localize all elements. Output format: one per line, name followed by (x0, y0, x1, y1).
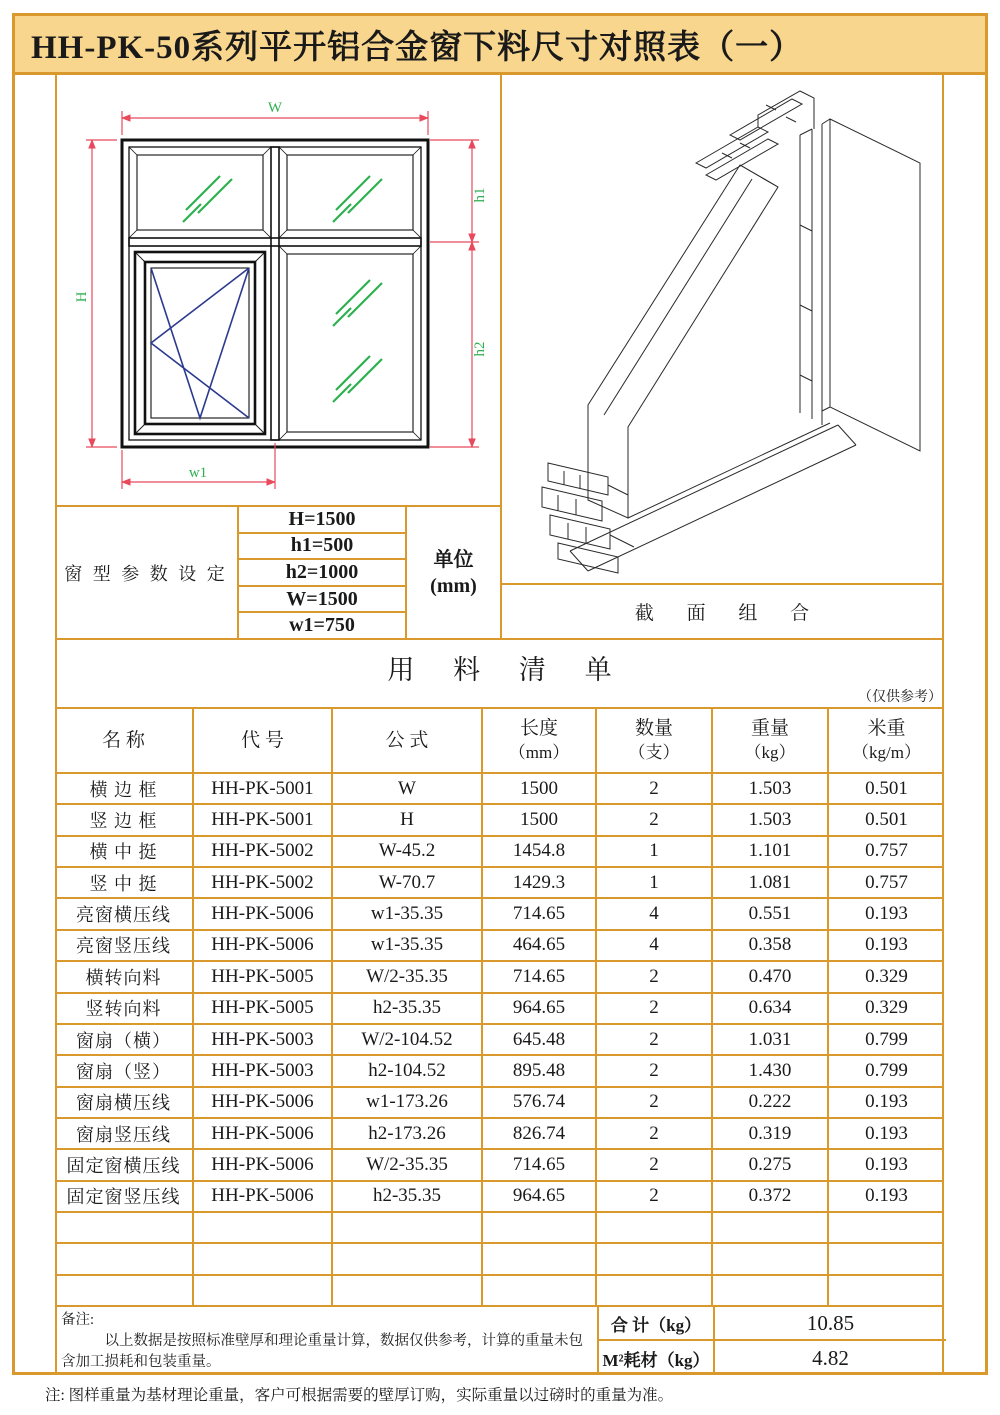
footer-note: 注: 图样重量为基材理论重量，客户可根据需要的壁厚订购，实际重量以过磅时的重量为准。 (45, 1387, 674, 1404)
remark-label: 备注: (61, 1312, 95, 1328)
table-cell (194, 1276, 333, 1305)
table-cell: 1500 (483, 805, 597, 834)
table-cell: 0.193 (865, 1091, 908, 1113)
table-cell: 竖转向料 (55, 994, 194, 1023)
param-w: W=1500 (239, 587, 405, 614)
title-bar (12, 13, 988, 75)
table-row (55, 868, 944, 899)
table-cell: 固定窗横压线 (55, 1150, 194, 1179)
table-cell: W/2-104.52 (333, 1025, 483, 1054)
table-row (55, 1150, 944, 1181)
table-cell: HH-PK-5001 (194, 805, 333, 834)
window-elevation-drawing (55, 75, 500, 505)
table-cell: 0.372 (713, 1182, 829, 1211)
table-cell: 1.430 (713, 1056, 829, 1085)
table-cell: 0.501 (865, 809, 908, 831)
table-cell: 横 边 框 (55, 774, 194, 803)
table-cell: 竖 中 挺 (55, 868, 194, 897)
sash-opening-symbol (151, 268, 249, 418)
table-cell: 1500 (483, 774, 597, 803)
table-cell (713, 1213, 829, 1242)
table-cell: 964.65 (483, 994, 597, 1023)
table-cell: 2 (597, 994, 713, 1023)
table-cell: 竖 边 框 (55, 805, 194, 834)
table-cell (333, 1244, 483, 1273)
param-h1: h1=500 (239, 534, 405, 561)
table-cell: 0.193 (865, 934, 908, 956)
table-cell: HH-PK-5003 (194, 1025, 333, 1054)
table-row (55, 1119, 944, 1150)
table-cell: 1.031 (713, 1025, 829, 1054)
table-cell: HH-PK-5006 (194, 931, 333, 960)
col-code: 代 号 (194, 709, 333, 772)
table-cell (597, 1213, 713, 1242)
table-cell: 2 (597, 1025, 713, 1054)
material-list-title: 用 料 清 单 (387, 655, 628, 685)
table-cell: 464.65 (483, 931, 597, 960)
table-row (55, 774, 944, 805)
table-cell (55, 1276, 194, 1305)
col-length: 长度 （mm） (483, 709, 597, 772)
table-row (55, 1056, 944, 1087)
table-row (55, 1182, 944, 1213)
page-title: HH-PK-50系列平开铝合金窗下料尺寸对照表（一） (31, 29, 804, 66)
table-cell: HH-PK-5003 (194, 1056, 333, 1085)
col-meter-weight: 米重 （kg/m） (852, 718, 921, 762)
table-cell: HH-PK-5006 (194, 899, 333, 928)
table-cell: 0.757 (865, 840, 908, 862)
dim-w1: w1 (188, 465, 208, 481)
param-values (237, 507, 407, 638)
table-row (55, 805, 944, 836)
table-cell (829, 1244, 944, 1273)
table-cell: 964.65 (483, 1182, 597, 1211)
param-w1: w1=750 (289, 614, 355, 637)
table-cell (55, 1213, 194, 1242)
table-cell: W/2-35.35 (333, 1150, 483, 1179)
table-row (55, 994, 944, 1025)
table-cell: HH-PK-5002 (194, 868, 333, 897)
table-cell: 2 (597, 1150, 713, 1179)
table-cell: 0.799 (865, 1059, 908, 1081)
table-row (55, 1088, 944, 1119)
table-cell: 714.65 (483, 962, 597, 991)
table-cell: 826.74 (483, 1119, 597, 1148)
table-cell: 1 (597, 868, 713, 897)
table-cell (483, 1244, 597, 1273)
table-cell: 0.470 (713, 962, 829, 991)
table-cell: HH-PK-5005 (194, 962, 333, 991)
dim-h: H (74, 291, 90, 303)
table-cell: W-45.2 (333, 837, 483, 866)
table-cell: 1.503 (713, 805, 829, 834)
param-h2: h2=1000 (239, 560, 405, 587)
reference-note: （仅供参考） (858, 690, 942, 705)
table-row (55, 899, 944, 930)
table-cell: 横 中 挺 (55, 837, 194, 866)
table-cell: 窗扇竖压线 (55, 1119, 194, 1148)
table-cell (597, 1276, 713, 1305)
section-caption: 截 面 组 合 (500, 583, 944, 638)
table-cell: 2 (597, 1056, 713, 1085)
table-cell: 0.634 (713, 994, 829, 1023)
table-row (55, 931, 944, 962)
table-cell: 窗扇横压线 (55, 1088, 194, 1117)
table-cell: HH-PK-5002 (194, 837, 333, 866)
table-cell: HH-PK-5001 (194, 774, 333, 803)
unit-cell: 单位 (mm) (430, 548, 477, 597)
table-cell: 2 (597, 805, 713, 834)
table-row (55, 1244, 944, 1275)
table-cell: 4 (597, 931, 713, 960)
table-cell (194, 1213, 333, 1242)
table-cell: 0.319 (713, 1119, 829, 1148)
material-table-header (55, 707, 944, 774)
table-cell: 645.48 (483, 1025, 597, 1054)
table-cell: 714.65 (483, 899, 597, 928)
table-cell (333, 1276, 483, 1305)
table-cell: 1454.8 (483, 837, 597, 866)
table-cell: W-70.7 (333, 868, 483, 897)
table-cell (829, 1213, 944, 1242)
summary-table (597, 1307, 944, 1375)
table-cell (483, 1213, 597, 1242)
section-isometric-drawing (500, 75, 944, 583)
col-quantity: 数量 （支） (597, 709, 713, 772)
table-cell: 0.329 (865, 997, 908, 1019)
table-cell: HH-PK-5006 (194, 1088, 333, 1117)
table-cell: 0.193 (865, 1185, 908, 1207)
table-cell: w1-35.35 (333, 931, 483, 960)
param-table-label: 窗 型 参 数 设 定 (64, 563, 228, 584)
table-row (55, 1025, 944, 1056)
table-cell: 0.501 (865, 777, 908, 799)
total-value: 10.85 (715, 1307, 946, 1341)
glass-hatch (183, 176, 382, 402)
table-cell: 1429.3 (483, 868, 597, 897)
table-row (55, 1276, 944, 1307)
table-cell (713, 1244, 829, 1273)
table-cell: 0.551 (713, 899, 829, 928)
table-cell: 亮窗横压线 (55, 899, 194, 928)
table-cell (483, 1276, 597, 1305)
table-cell (55, 1244, 194, 1273)
table-cell: 1.503 (713, 774, 829, 803)
col-weight: 重量 （kg） (713, 709, 829, 772)
per-sqm-value: 4.82 (812, 1345, 849, 1370)
col-formula: 公 式 (333, 709, 483, 772)
table-row (55, 837, 944, 868)
table-cell: 2 (597, 1088, 713, 1117)
table-cell: 0.358 (713, 931, 829, 960)
table-cell: 0.193 (865, 1153, 908, 1175)
dim-w: W (267, 100, 283, 116)
param-table (55, 505, 500, 638)
table-cell (829, 1276, 944, 1305)
table-cell: 0.193 (865, 1122, 908, 1144)
table-cell: w1-173.26 (333, 1088, 483, 1117)
col-name: 名 称 (55, 709, 194, 772)
table-cell: 0.193 (865, 903, 908, 925)
table-cell: 横转向料 (55, 962, 194, 991)
table-cell: W/2-35.35 (333, 962, 483, 991)
table-cell: 窗扇（横） (55, 1025, 194, 1054)
table-cell (713, 1276, 829, 1305)
table-cell: 0.275 (713, 1150, 829, 1179)
table-cell: 亮窗竖压线 (55, 931, 194, 960)
table-cell: 1 (597, 837, 713, 866)
table-cell: 895.48 (483, 1056, 597, 1085)
table-cell: 固定窗竖压线 (55, 1182, 194, 1211)
material-table-body (55, 774, 944, 1307)
table-cell: 2 (597, 774, 713, 803)
table-cell: 714.65 (483, 1150, 597, 1179)
remark-box (55, 1307, 597, 1375)
table-cell: HH-PK-5006 (194, 1119, 333, 1148)
table-cell: 576.74 (483, 1088, 597, 1117)
table-cell: HH-PK-5006 (194, 1150, 333, 1179)
table-cell: h2-104.52 (333, 1056, 483, 1085)
table-cell: h2-35.35 (333, 994, 483, 1023)
table-cell: 2 (597, 1182, 713, 1211)
param-h: H=1500 (239, 507, 405, 534)
material-list-title-strip (55, 638, 944, 707)
table-row (55, 962, 944, 993)
table-cell (597, 1244, 713, 1273)
table-cell: 0.329 (865, 965, 908, 987)
table-cell: H (333, 805, 483, 834)
table-cell: 0.799 (865, 1028, 908, 1050)
table-cell: h2-173.26 (333, 1119, 483, 1148)
table-cell: 2 (597, 962, 713, 991)
table-cell: 4 (597, 899, 713, 928)
table-cell: HH-PK-5005 (194, 994, 333, 1023)
dim-h1: h1 (472, 187, 488, 203)
table-cell: h2-35.35 (333, 1182, 483, 1211)
table-cell: 1.081 (713, 868, 829, 897)
table-cell: 0.757 (865, 871, 908, 893)
dim-h2: h2 (472, 341, 488, 357)
table-cell: 1.101 (713, 837, 829, 866)
table-cell (333, 1213, 483, 1242)
per-sqm-label: M²耗材（kg） (599, 1341, 715, 1375)
table-cell: 0.222 (713, 1088, 829, 1117)
table-cell: HH-PK-5006 (194, 1182, 333, 1211)
table-cell: 2 (597, 1119, 713, 1148)
table-cell: W (333, 774, 483, 803)
total-label: 合 计（kg） (599, 1307, 715, 1341)
remark-text: 以上数据是按照标准壁厚和理论重量计算，数据仅供参考，计算的重量未包含加工损耗和包装重量。 (61, 1333, 583, 1371)
table-row (55, 1213, 944, 1244)
table-cell: w1-35.35 (333, 899, 483, 928)
table-cell: 窗扇（竖） (55, 1056, 194, 1085)
table-cell (194, 1244, 333, 1273)
